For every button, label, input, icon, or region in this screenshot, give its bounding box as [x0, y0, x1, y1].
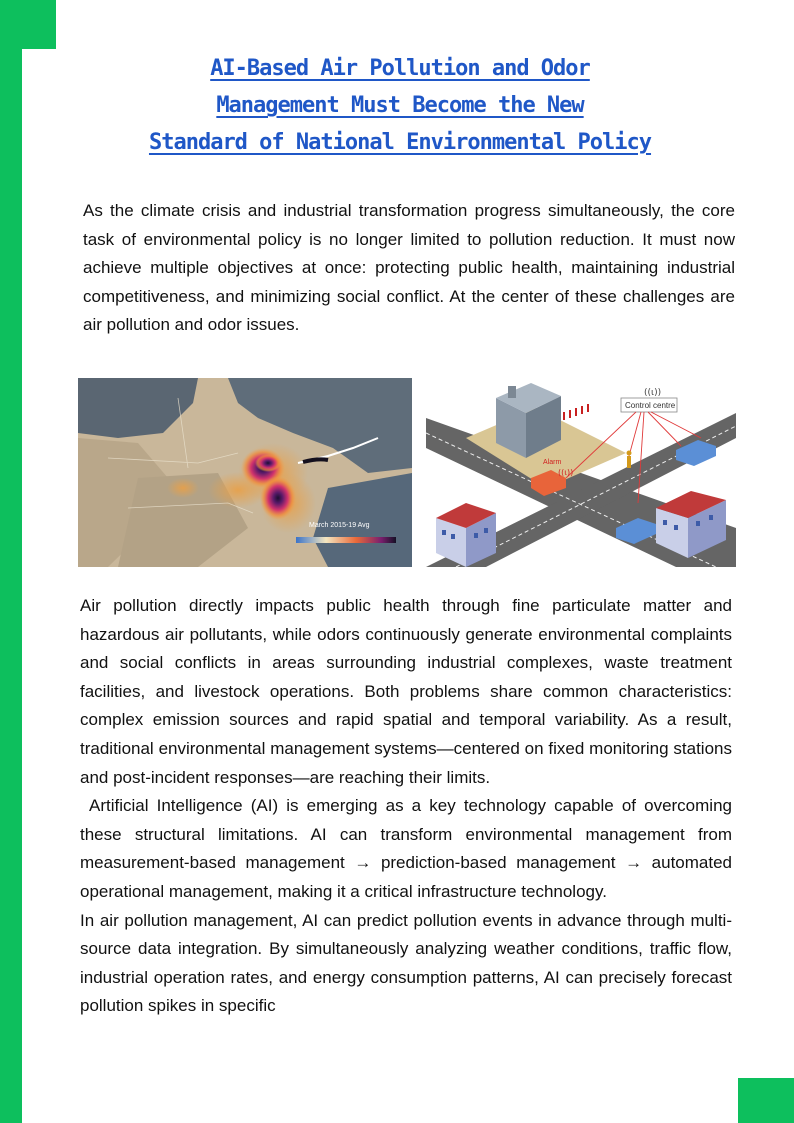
alarm-signal-icon: ((ι)) — [558, 468, 574, 477]
title-line-2: Management Must Become the New — [216, 93, 584, 118]
intro-paragraph: As the climate crisis and industrial transformation progress simultaneously, the core task of environmental policy is no longer limited to pollution reduction. It must now achieve multiple objectives at once: protecting public health, maintaining industrial competitiveness, and minimizing social conflict. At the center of these challenges are air pollution and odor issues. — [83, 201, 735, 335]
pollution-map-image — [78, 378, 412, 567]
monitoring-network-image — [426, 378, 736, 567]
page-title — [60, 50, 740, 161]
control-centre-label: Control centre — [625, 401, 676, 410]
antenna-icon: ((ι)) — [644, 388, 662, 398]
body-paragraph-2: Artificial Intelligence (AI) is emerging as a key technology capable of overcoming these structural limitations. AI can transform environmental management from measurement-based management → prediction-based management → automated operational management, making it a critical infrastructure technology. — [80, 796, 732, 901]
left-accent-bar — [0, 0, 22, 1123]
map-color-scale — [296, 537, 396, 543]
bottom-right-accent-block — [738, 1078, 794, 1123]
pedestrian-icon — [627, 456, 631, 468]
top-left-accent-block — [0, 0, 56, 49]
alarm-label: Alarm — [543, 459, 562, 466]
body-text — [80, 592, 732, 1021]
title-line-3: Standard of National Environmental Policy — [148, 130, 652, 155]
map-caption: March 2015-19 Avg — [309, 522, 370, 529]
title-line-1: AI-Based Air Pollution and Odor — [210, 56, 590, 81]
body-paragraph-1: Air pollution directly impacts public health through fine particulate matter and hazardous air pollutants, while odors continuously generate environmental complaints and social conflicts in areas surrounding industrial complexes, waste treatment facilities, and livestock operations. Both problems share common characteristics: complex emission sources and rapid spatial and temporal variability. As a result, traditional environmental management systems—centered on fixed monitoring stations and post-incident responses—are reaching their limits. — [80, 596, 732, 787]
body-paragraph-3: In air pollution management, AI can predict pollution events in advance through multi-source data integration. By simultaneously analyzing weather conditions, traffic flow, industrial operation rates, and energy consumption patterns, AI can precisely forecast pollution spikes in specific — [80, 910, 732, 1016]
